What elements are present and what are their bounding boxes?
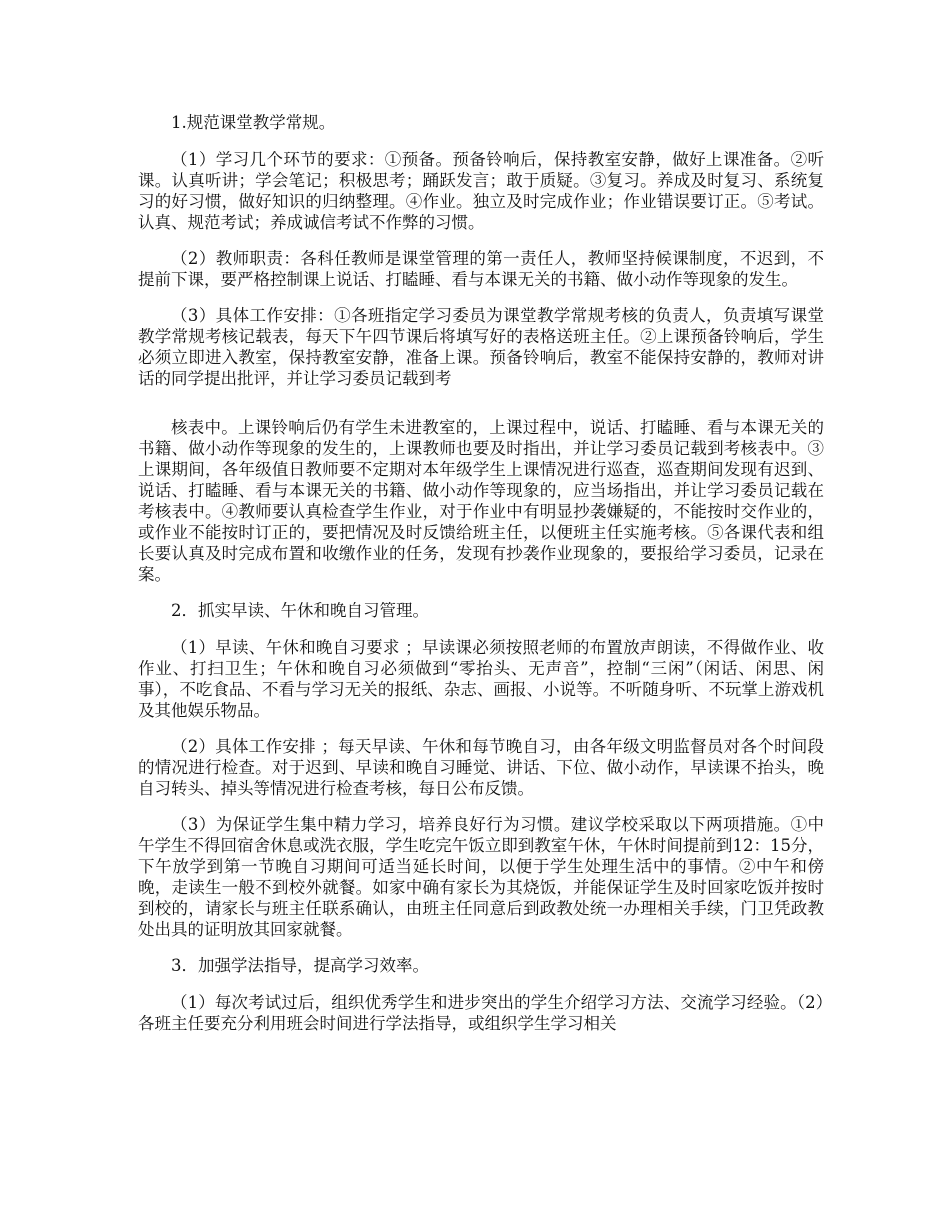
paragraph-teacher-duties: （2）教师职责：各科任教师是课堂管理的第一责任人，教师坚持候课制度，不迟到，不提前下课，要严格控制课上说话、打瞌睡、看与本课无关的书籍、做小动作等现象的发生。 <box>138 249 824 289</box>
section-heading-3: 3．加强学法指导，提高学习效率。 <box>171 956 429 975</box>
paragraph-self-study-arrangement: （2）具体工作安排 ；每天早读、午休和每节晚自习，由各年级文明监督员对各个时间段的情况进行检查。对于迟到、早读和晚自习睡觉、讲话、下位、做小动作，早读课不抬头，晚自习转头、掉头等情况进行检查考核，每日公布反馈。 <box>138 737 824 798</box>
section-heading-2: 2．抓实早读、午休和晚自习管理。 <box>171 601 429 620</box>
paragraph-work-arrangement-continued: 核表中。上课铃响后仍有学生未进教室的，上课过程中，说话、打瞌睡、看与本课无关的书籍、做小动作等现象的发生的，上课教师也要及时指出，并让学习委员记载到考核表中。③上课期间，各年级值日教师要不定期对本年级学生上课情况进行巡查，巡查期间发现有迟到、说话、打瞌睡、看与本课无关的书籍、做小动作等现象的，应当场指出，并让学习委员记载在考核表中。④教师要认真检查学生作业，对于作业中有明显抄袭嫌疑的，不能按时交作业的，或作业不能按时订正的，要把情况及时反馈给班主任，以便班主任实施考核。⑤各课代表和组长要认真及时完成布置和收缴作业的任务，发现有抄袭作业现象的，要报给学习委员，记录在案。 <box>138 418 824 584</box>
paragraph-study-methods: （1）每次考试过后，组织优秀学生和进步突出的学生介绍学习方法、交流学习经验。（2）各班主任要充分利用班会时间进行学法指导，或组织学生学习相关 <box>138 993 824 1033</box>
paragraph-self-study-requirements: （1）早读、午休和晚自习要求 ；早读课必须按照老师的布置放声朗读，不得做作业、收作业、打扫卫生；午休和晚自习必须做到“零抬头、无声音”，控制“三闲”（闲话、闲思、闲事），不吃食品、不看与学习无关的报纸、杂志、画报、小说等。不听随身听、不玩掌上游戏机及其他娱乐物品。 <box>138 638 824 720</box>
paragraph-measures: （3）为保证学生集中精力学习，培养良好行为习惯。建议学校采取以下两项措施。①中午学生不得回宿舍休息或洗衣服，学生吃完午饭立即到教室午休，午休时间提前到12：15分，下午放学到第一节晚自习期间可适当延长时间，以便于学生处理生活中的事情。②中午和傍晚，走读生一般不到校外就餐。如家中确有家长为其烧饭，并能保证学生及时回家吃饭并按时到校的，请家长与班主任联系确认，由班主任同意后到政教处统一办理相关手续，门卫凭政教处出具的证明放其回家就餐。 <box>138 815 824 939</box>
document-page <box>138 112 824 1049</box>
section-heading-1: 1.规范课堂教学常规。 <box>171 113 336 132</box>
paragraph-work-arrangement: （3）具体工作安排：①各班指定学习委员为课堂教学常规考核的负责人，负责填写课堂教学常规考核记载表，每天下午四节课后将填写好的表格送班主任。②上课预备铃响后，学生必须立即进入教室，保持教室安静，准备上课。预备铃响后，教室不能保持安静的，教师对讲话的同学提出批评，并让学习委员记载到考 <box>138 306 824 388</box>
paragraph-study-requirements: （1）学习几个环节的要求：①预备。预备铃响后，保持教室安静，做好上课准备。②听课。认真听讲；学会笔记；积极思考；踊跃发言；敢于质疑。③复习。养成及时复习、系统复习的好习惯，做好知识的归纳整理。④作业。独立及时完成作业；作业错误要订正。⑤考试。认真、规范考试；养成诚信考试不作弊的习惯。 <box>138 150 824 232</box>
